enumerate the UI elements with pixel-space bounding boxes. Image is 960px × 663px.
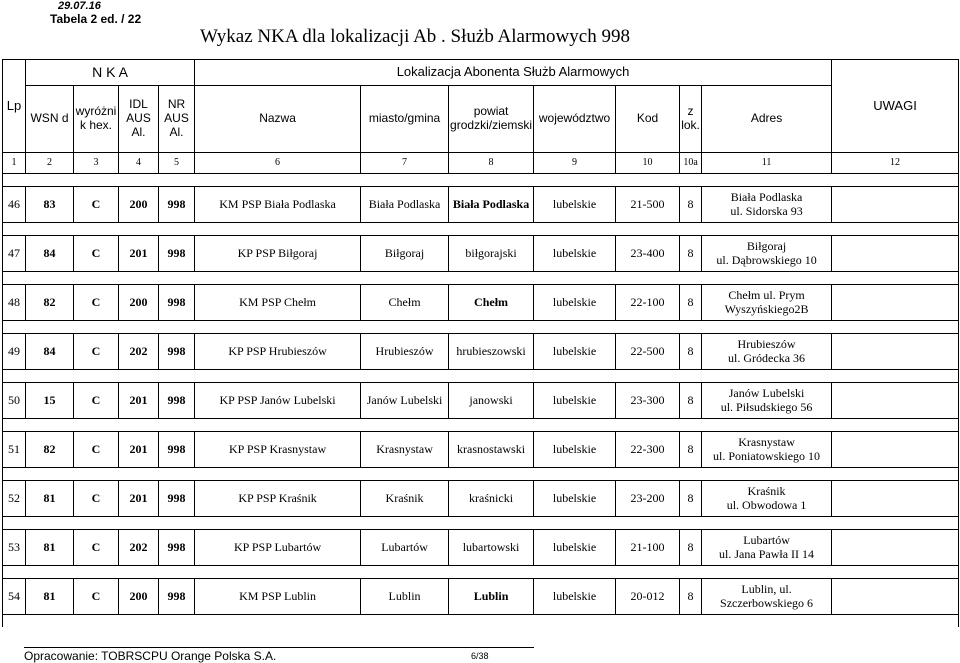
col-number: 10a: [680, 153, 702, 174]
cell-wyrozni: C: [74, 530, 119, 566]
cell-idl: 201: [119, 432, 159, 468]
cell-nr: 998: [159, 285, 195, 321]
adres-line-2: ul. Gródecka 36: [728, 350, 806, 365]
cell-wyrozni: C: [74, 187, 119, 223]
col-number: 5: [159, 153, 195, 174]
cell-uwagi: [832, 579, 959, 615]
table-row: [3, 334, 959, 370]
cell-powiat: Chełm: [449, 285, 534, 321]
cell-adres: [702, 285, 832, 321]
col-number: 6: [195, 153, 361, 174]
cell-miasto: Biłgoraj: [361, 236, 449, 272]
cell-zlok: 8: [680, 285, 702, 321]
cell-powiat: janowski: [449, 383, 534, 419]
header-adres: Adres: [702, 86, 832, 153]
cell-nr: 998: [159, 432, 195, 468]
cell-wojewodztwo: lubelskie: [534, 530, 616, 566]
adres-line-1: Krasnystaw: [738, 434, 795, 449]
cell-powiat: biłgorajski: [449, 236, 534, 272]
cell-nazwa: KP PSP Lubartów: [195, 530, 361, 566]
adres-line-2: Szczerbowskiego 6: [720, 595, 814, 610]
cell-zlok: 8: [680, 334, 702, 370]
spacer-cell: [3, 468, 959, 481]
row-spacer: [3, 223, 959, 236]
cell-zlok: 8: [680, 579, 702, 615]
adres-line-2: ul. Sidorska 93: [730, 203, 803, 218]
adres-line-1: Biłgoraj: [746, 238, 787, 253]
cell-uwagi: [832, 334, 959, 370]
cell-nr: 998: [159, 383, 195, 419]
cell-miasto: Krasnystaw: [361, 432, 449, 468]
cell-uwagi: [832, 236, 959, 272]
cell-lp: 49: [3, 334, 26, 370]
header-zlok: z lok.: [680, 86, 702, 153]
adres-line-2: ul. Dąbrowskiego 10: [716, 252, 817, 267]
table-row: [3, 285, 959, 321]
cell-adres: [702, 530, 832, 566]
header-nka: N K A: [26, 60, 195, 86]
cell-powiat: Biała Podlaska: [449, 187, 534, 223]
cell-kod: 23-300: [616, 383, 680, 419]
cell-miasto: Hrubieszów: [361, 334, 449, 370]
cell-lp: 50: [3, 383, 26, 419]
cell-lp: 52: [3, 481, 26, 517]
cell-miasto: Chełm: [361, 285, 449, 321]
row-spacer: [3, 370, 959, 383]
spacer-cell: [3, 272, 959, 285]
cell-miasto: Biała Podlaska: [361, 187, 449, 223]
cell-kod: 22-300: [616, 432, 680, 468]
cell-uwagi: [832, 481, 959, 517]
cell-wsn: 84: [26, 236, 74, 272]
cell-idl: 200: [119, 187, 159, 223]
cell-wojewodztwo: lubelskie: [534, 432, 616, 468]
row-spacer: [3, 615, 959, 628]
cell-kod: 21-100: [616, 530, 680, 566]
row-spacer: [3, 174, 959, 187]
cell-powiat: krasnostawski: [449, 432, 534, 468]
adres-line-1: Lublin, ul.: [741, 581, 792, 596]
cell-wsn: 82: [26, 432, 74, 468]
adres-line-1: Biała Podlaska: [730, 189, 803, 204]
cell-adres: [702, 383, 832, 419]
spacer-cell: [3, 370, 959, 383]
row-spacer: [3, 517, 959, 530]
table-row: [3, 432, 959, 468]
cell-wojewodztwo: lubelskie: [534, 481, 616, 517]
adres-line-2: Wyszyńskiego2B: [724, 301, 809, 316]
cell-wsn: 84: [26, 334, 74, 370]
cell-nr: 998: [159, 334, 195, 370]
cell-nazwa: KP PSP Krasnystaw: [195, 432, 361, 468]
adres-line-1: Chełm ul. Prym: [728, 287, 805, 302]
cell-idl: 200: [119, 579, 159, 615]
adres-line-2: ul. Poniatowskiego 10: [713, 448, 821, 463]
cell-wojewodztwo: lubelskie: [534, 285, 616, 321]
spacer-cell: [3, 223, 959, 236]
header-row-groups: [3, 60, 959, 86]
adres-line-2: ul. Obwodowa 1: [726, 497, 807, 512]
cell-miasto: Janów Lubelski: [361, 383, 449, 419]
cell-lp: 51: [3, 432, 26, 468]
cell-wsn: 82: [26, 285, 74, 321]
nka-table: [2, 59, 959, 627]
adres-line-1: Kraśnik: [747, 483, 786, 498]
spacer-cell: [3, 566, 959, 579]
header-miasto: miasto/gmina: [361, 86, 449, 153]
cell-miasto: Lublin: [361, 579, 449, 615]
cell-uwagi: [832, 383, 959, 419]
adres-line-2: ul. Piłsudskiego 56: [720, 399, 813, 414]
table-row: [3, 383, 959, 419]
cell-wyrozni: C: [74, 285, 119, 321]
col-number: 1: [3, 153, 26, 174]
cell-uwagi: [832, 530, 959, 566]
cell-wsn: 15: [26, 383, 74, 419]
document-date: 29.07.16: [58, 0, 101, 12]
cell-nr: 998: [159, 236, 195, 272]
header-row-columns: [3, 86, 959, 153]
cell-wsn: 81: [26, 579, 74, 615]
cell-wyrozni: C: [74, 383, 119, 419]
cell-nazwa: KM PSP Chełm: [195, 285, 361, 321]
header-nr: NR AUS Al.: [159, 86, 195, 153]
row-spacer: [3, 419, 959, 432]
cell-idl: 201: [119, 236, 159, 272]
page-number: 6/38: [471, 651, 489, 661]
adres-line-1: Hrubieszów: [737, 336, 796, 351]
cell-nazwa: KP PSP Biłgoraj: [195, 236, 361, 272]
cell-nr: 998: [159, 187, 195, 223]
adres-line-1: Lubartów: [743, 532, 790, 547]
row-spacer: [3, 468, 959, 481]
header-wsn: WSN d: [26, 86, 74, 153]
cell-adres: [702, 187, 832, 223]
cell-idl: 201: [119, 383, 159, 419]
adres-line-1: Janów Lubelski: [728, 385, 805, 400]
header-powiat: powiat grodzki/ziemski: [449, 86, 534, 153]
col-number: 9: [534, 153, 616, 174]
cell-adres: [702, 236, 832, 272]
cell-lp: 47: [3, 236, 26, 272]
cell-powiat: Lublin: [449, 579, 534, 615]
cell-nazwa: KP PSP Hrubieszów: [195, 334, 361, 370]
cell-wojewodztwo: lubelskie: [534, 187, 616, 223]
page-title: Wykaz NKA dla lokalizacji Ab . Służb Alarmowych 998: [200, 26, 630, 47]
col-number: 4: [119, 153, 159, 174]
table-body: [3, 174, 959, 628]
cell-idl: 201: [119, 481, 159, 517]
cell-uwagi: [832, 187, 959, 223]
cell-nazwa: KM PSP Lublin: [195, 579, 361, 615]
cell-wsn: 83: [26, 187, 74, 223]
cell-zlok: 8: [680, 530, 702, 566]
table-row: [3, 187, 959, 223]
cell-nazwa: KP PSP Janów Lubelski: [195, 383, 361, 419]
table-row: [3, 530, 959, 566]
header-lokalizacja: Lokalizacja Abonenta Służb Alarmowych: [195, 60, 832, 86]
row-spacer: [3, 321, 959, 334]
spacer-cell: [3, 321, 959, 334]
cell-wojewodztwo: lubelskie: [534, 236, 616, 272]
cell-zlok: 8: [680, 236, 702, 272]
cell-nazwa: KP PSP Kraśnik: [195, 481, 361, 517]
cell-powiat: hrubieszowski: [449, 334, 534, 370]
cell-wyrozni: C: [74, 579, 119, 615]
cell-uwagi: [832, 432, 959, 468]
col-number: 8: [449, 153, 534, 174]
spacer-cell: [3, 615, 959, 628]
cell-wyrozni: C: [74, 432, 119, 468]
table-row: [3, 236, 959, 272]
cell-kod: 22-500: [616, 334, 680, 370]
cell-nr: 998: [159, 579, 195, 615]
cell-wsn: 81: [26, 530, 74, 566]
cell-wsn: 81: [26, 481, 74, 517]
table-row: [3, 579, 959, 615]
cell-adres: [702, 432, 832, 468]
cell-wojewodztwo: lubelskie: [534, 579, 616, 615]
cell-idl: 200: [119, 285, 159, 321]
cell-kod: 21-500: [616, 187, 680, 223]
header-kod: Kod: [616, 86, 680, 153]
header-wojewodztwo: województwo: [534, 86, 616, 153]
cell-zlok: 8: [680, 481, 702, 517]
cell-zlok: 8: [680, 432, 702, 468]
cell-powiat: lubartowski: [449, 530, 534, 566]
header-row-numbers: [3, 153, 959, 174]
cell-kod: 23-400: [616, 236, 680, 272]
footer-rule: [24, 647, 534, 648]
col-number: 2: [26, 153, 74, 174]
spacer-cell: [3, 419, 959, 432]
cell-adres: [702, 334, 832, 370]
adres-line-2: ul. Jana Pawła II 14: [719, 546, 815, 561]
cell-zlok: 8: [680, 383, 702, 419]
header-wyrozni: wyróżni k hex.: [74, 86, 119, 153]
row-spacer: [3, 566, 959, 579]
footer-text: Opracowanie: TOBRSCPU Orange Polska S.A.: [24, 649, 277, 663]
cell-kod: 23-200: [616, 481, 680, 517]
cell-lp: 46: [3, 187, 26, 223]
cell-kod: 20-012: [616, 579, 680, 615]
cell-uwagi: [832, 285, 959, 321]
header-idl: IDL AUS Al.: [119, 86, 159, 153]
cell-miasto: Lubartów: [361, 530, 449, 566]
spacer-cell: [3, 517, 959, 530]
col-number: 12: [832, 153, 959, 174]
cell-wyrozni: C: [74, 334, 119, 370]
cell-adres: [702, 481, 832, 517]
table-reference: Tabela 2 ed. / 22: [50, 12, 142, 26]
col-number: 3: [74, 153, 119, 174]
cell-miasto: Kraśnik: [361, 481, 449, 517]
cell-lp: 54: [3, 579, 26, 615]
cell-kod: 22-100: [616, 285, 680, 321]
table-row: [3, 481, 959, 517]
cell-wojewodztwo: lubelskie: [534, 383, 616, 419]
cell-adres: [702, 579, 832, 615]
cell-zlok: 8: [680, 187, 702, 223]
header-lp: Lp: [3, 60, 26, 153]
cell-powiat: kraśnicki: [449, 481, 534, 517]
cell-wyrozni: C: [74, 236, 119, 272]
col-number: 11: [702, 153, 832, 174]
header-uwagi: UWAGI: [832, 60, 959, 153]
cell-idl: 202: [119, 334, 159, 370]
col-number: 7: [361, 153, 449, 174]
cell-nazwa: KM PSP Biała Podlaska: [195, 187, 361, 223]
cell-wyrozni: C: [74, 481, 119, 517]
cell-nr: 998: [159, 481, 195, 517]
row-spacer: [3, 272, 959, 285]
header-nazwa: Nazwa: [195, 86, 361, 153]
cell-idl: 202: [119, 530, 159, 566]
col-number: 10: [616, 153, 680, 174]
cell-nr: 998: [159, 530, 195, 566]
cell-lp: 53: [3, 530, 26, 566]
cell-wojewodztwo: lubelskie: [534, 334, 616, 370]
cell-lp: 48: [3, 285, 26, 321]
spacer-cell: [3, 174, 959, 187]
